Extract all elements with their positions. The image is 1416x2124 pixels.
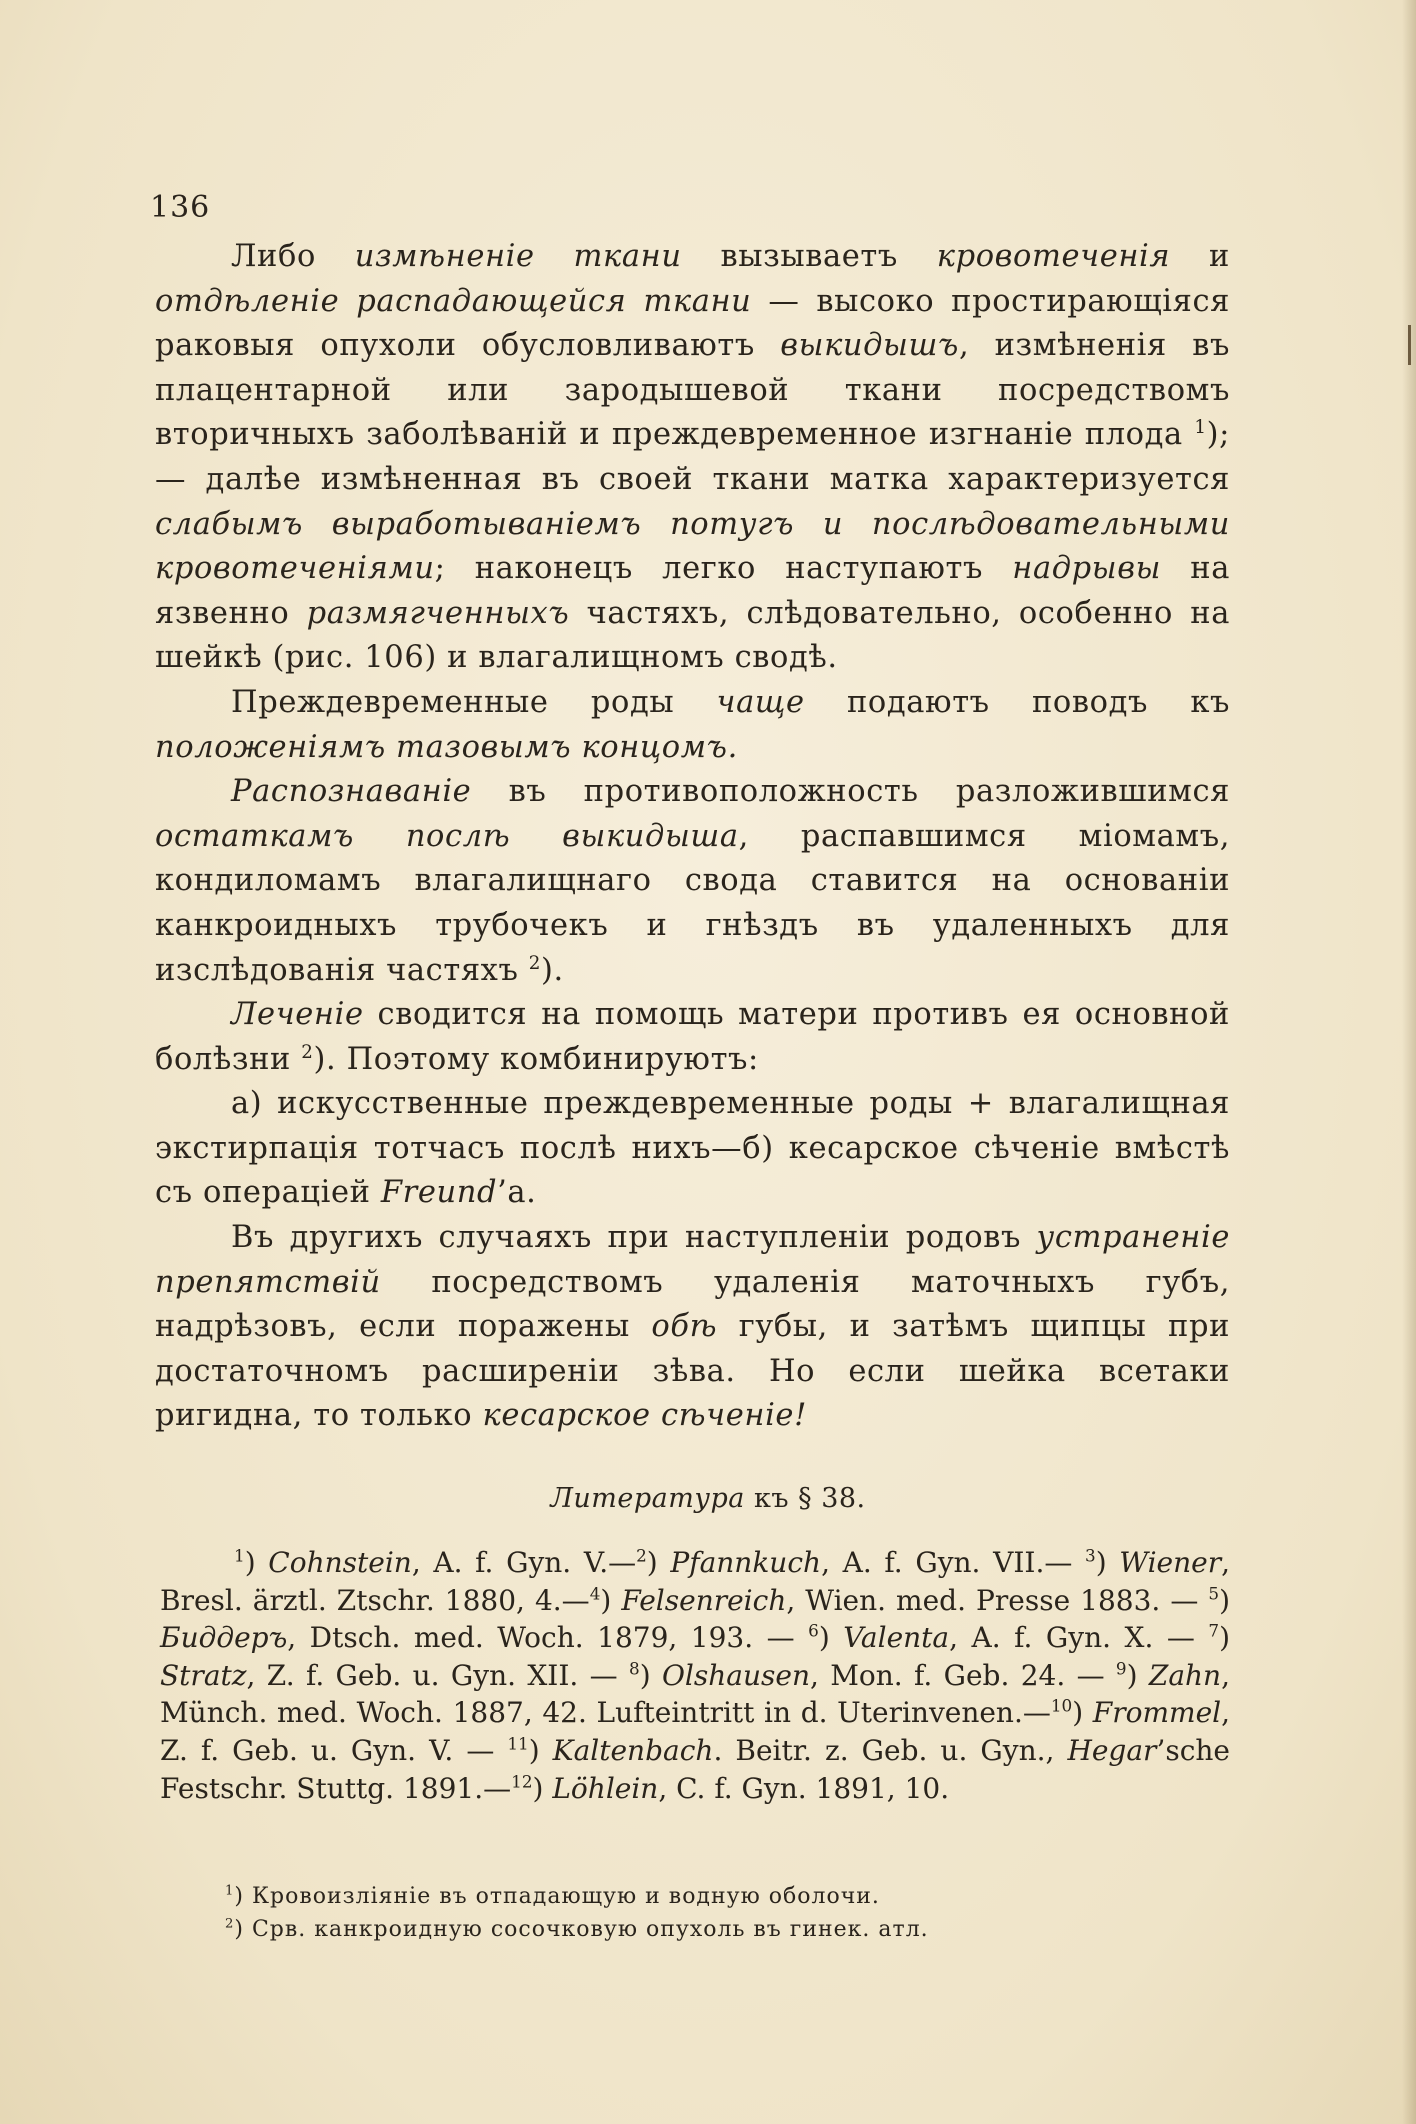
text-run: посредствомъ удаленія маточныхъ губъ, надрѣзовъ, если поражены bbox=[155, 1264, 1230, 1345]
text-run: Преждевременные роды bbox=[231, 684, 717, 720]
reference-author: Pfannkuch bbox=[670, 1546, 822, 1579]
footnotes bbox=[225, 1880, 1125, 1946]
paragraph bbox=[155, 1082, 1230, 1216]
reference-text: . Beitr. z. Geb. u. Gyn., bbox=[713, 1733, 1068, 1767]
text-run: ); — далѣе измѣненная въ своей ткани матка характеризуется bbox=[155, 417, 1230, 497]
reference-text: ) bbox=[1219, 1583, 1230, 1617]
reference-author: Valenta bbox=[843, 1621, 950, 1655]
text-run: вызываетъ bbox=[681, 239, 937, 274]
paragraph bbox=[155, 235, 1230, 681]
reference-text: , Dtsch. med. Woch. 1879, 193. — bbox=[287, 1621, 809, 1655]
reference-text: ) bbox=[639, 1658, 662, 1692]
reference-text: ) bbox=[600, 1583, 622, 1617]
reference-text: ) bbox=[532, 1771, 553, 1805]
italic-term: устраненіе препятствій bbox=[155, 1220, 1230, 1300]
italic-term: остаткамъ послѣ выкидыша bbox=[155, 818, 739, 854]
reference-text: , A. f. Gyn. VII.— bbox=[821, 1546, 1086, 1579]
text-run: ). bbox=[541, 952, 564, 988]
reference-text: ) bbox=[244, 1546, 269, 1579]
italic-term: обѣ bbox=[651, 1309, 718, 1345]
text-run: — высоко простирающіяся раковыя опухоли обусловливаютъ bbox=[155, 283, 1230, 364]
literature-heading-title: Литература bbox=[550, 1483, 745, 1514]
page-number: 136 bbox=[150, 190, 211, 225]
text-run: ’а. bbox=[497, 1175, 537, 1211]
italic-term: размягченныхъ bbox=[306, 595, 570, 631]
text-run: и bbox=[1170, 239, 1230, 274]
footnote-marker: 1 bbox=[1194, 417, 1207, 439]
footnote bbox=[225, 1880, 1125, 1913]
reference-number: 8 bbox=[629, 1658, 640, 1679]
reference-author: Kaltenbach bbox=[552, 1733, 714, 1767]
paragraph bbox=[155, 681, 1230, 770]
reference-text: , Wien. med. Presse 1883. — bbox=[786, 1583, 1209, 1617]
reference-author: Felsenreich bbox=[621, 1583, 787, 1617]
italic-term: выкидышъ bbox=[780, 328, 959, 364]
reference-number: 6 bbox=[808, 1620, 819, 1641]
paragraph bbox=[155, 770, 1230, 993]
italic-term: кровотеченія bbox=[936, 239, 1171, 274]
reference-number: 3 bbox=[1085, 1545, 1096, 1566]
references-paragraph bbox=[160, 1544, 1230, 1807]
literature-heading-section: къ § 38. bbox=[744, 1483, 866, 1514]
reference-author: Cohnstein bbox=[268, 1546, 412, 1579]
footnote-marker: 2 bbox=[528, 952, 542, 974]
text-run: частяхъ, слѣдовательно, особенно на шейкѣ (рис. 106) и влагалищномъ сводѣ. bbox=[155, 595, 1230, 676]
italic-term: Freund bbox=[380, 1175, 498, 1211]
text-run: Либо bbox=[231, 239, 355, 274]
reference-number: 7 bbox=[1208, 1620, 1220, 1641]
text-run: въ противоположность разложившимся bbox=[471, 774, 1230, 810]
reference-text: , Mon. f. Geb. 24. — bbox=[809, 1658, 1116, 1692]
text-run: на язвенно bbox=[155, 551, 1230, 631]
reference-author: Hegar bbox=[1067, 1733, 1157, 1767]
reference-text: ) bbox=[528, 1733, 553, 1767]
reference-number: 10 bbox=[1050, 1696, 1073, 1717]
text-run: Въ другихъ случаяхъ при наступленіи родовъ bbox=[231, 1220, 1037, 1256]
text-run: сводится на помощь матери противъ ея основной болѣзни bbox=[155, 997, 1230, 1077]
italic-term: измѣненіе ткани bbox=[354, 239, 682, 274]
reference-text: , Bresl. ärztl. Ztschr. 1880, 4.— bbox=[160, 1546, 1231, 1617]
reference-number: 9 bbox=[1115, 1658, 1127, 1679]
reference-text: ’sche Festschr. Stuttg. 1891.— bbox=[160, 1733, 1230, 1805]
reference-text: , Z. f. Geb. u. Gyn. XII. — bbox=[246, 1658, 630, 1692]
text-run: губы, и затѣмъ щипцы при достаточномъ расширеніи зѣва. Но если шейка всетаки ригидна, то только bbox=[155, 1309, 1230, 1434]
reference-text: , Münch. med. Woch. 1887, 42. Lufteintritt in d. Uterinvenen.— bbox=[160, 1658, 1230, 1730]
reference-text: ) bbox=[646, 1546, 671, 1579]
italic-term: Распознаваніе bbox=[231, 774, 472, 810]
reference-text: ) bbox=[1095, 1546, 1120, 1579]
text-run: подаютъ поводъ къ bbox=[804, 684, 1231, 720]
main-text bbox=[155, 235, 1230, 1439]
italic-term: Леченіе bbox=[231, 997, 364, 1033]
reference-author: Stratz bbox=[160, 1658, 247, 1692]
paragraph bbox=[155, 1216, 1230, 1439]
text-run: ). Поэтому комбинируютъ: bbox=[313, 1041, 759, 1077]
footnote-number: 2 bbox=[225, 1916, 235, 1932]
text-run: , распавшимся міомамъ, кондиломамъ влагалищнаго свода ставится на основаніи канкроидныхъ трубочекъ и гнѣздъ въ удаленныхъ для изслѣдованія частяхъ bbox=[155, 818, 1231, 988]
italic-term: надрывы bbox=[1012, 551, 1162, 587]
reference-number: 2 bbox=[636, 1545, 647, 1566]
reference-author: Olshausen bbox=[661, 1658, 810, 1692]
reference-text: , A. f. Gyn. X. — bbox=[949, 1621, 1209, 1655]
italic-term: отдѣленіе распадающейся ткани bbox=[155, 283, 752, 319]
footnote-marker: 2 bbox=[301, 1041, 314, 1063]
reference-number: 5 bbox=[1208, 1583, 1220, 1604]
reference-number: 1 bbox=[234, 1545, 245, 1566]
reference-text: , C. f. Gyn. 1891, 10. bbox=[658, 1771, 950, 1805]
text-run: , измѣненія въ плацентарной или зародышевой ткани посредствомъ вторичныхъ заболѣваній и преждевременное изгнаніе плода bbox=[155, 328, 1230, 453]
italic-term: кесарское сѣченіе! bbox=[482, 1398, 807, 1434]
footnote-text: ) Кровоизліяніе въ отпадающую и водную оболочи. bbox=[234, 1884, 880, 1909]
footnote bbox=[225, 1913, 1125, 1946]
text-run: ; наконецъ легко наступаютъ bbox=[434, 551, 1013, 587]
text-run: а) искусственные преждевременные роды + влагалищная экстирпація тотчасъ послѣ нихъ—б) кесарское сѣченіе вмѣстѣ съ операціей bbox=[155, 1086, 1230, 1211]
references bbox=[160, 1544, 1230, 1807]
reference-author: Wiener bbox=[1119, 1546, 1222, 1579]
italic-term: чаще bbox=[716, 684, 805, 720]
reference-number: 4 bbox=[589, 1583, 601, 1604]
reference-text: ) bbox=[1072, 1696, 1093, 1730]
reference-text: , Z. f. Geb. u. Gyn. V. — bbox=[160, 1696, 1230, 1767]
reference-number: 12 bbox=[511, 1771, 533, 1792]
reference-author: Биддеръ bbox=[160, 1621, 288, 1655]
page-edge-shadow bbox=[1402, 0, 1416, 2124]
reference-author: Löhlein bbox=[552, 1771, 659, 1805]
reference-author: Frommel bbox=[1092, 1696, 1222, 1730]
reference-text: , A. f. Gyn. V.— bbox=[411, 1546, 637, 1579]
reference-text: ) bbox=[1126, 1658, 1149, 1692]
literature-heading bbox=[0, 1483, 1416, 1514]
reference-text: ) bbox=[1219, 1621, 1231, 1655]
reference-number: 11 bbox=[507, 1733, 529, 1754]
footnote-number: 1 bbox=[225, 1883, 235, 1899]
paragraph bbox=[155, 993, 1230, 1082]
italic-term: положеніямъ тазовымъ концомъ. bbox=[155, 729, 738, 765]
reference-text: ) bbox=[818, 1621, 844, 1655]
italic-term: слабымъ выработываніемъ потугъ и послѣдовательными кровотеченіями bbox=[155, 506, 1230, 587]
footnote-text: ) Срв. канкроидную сосочковую опухоль въ гинек. атл. bbox=[234, 1917, 929, 1942]
reference-author: Zahn bbox=[1148, 1658, 1222, 1692]
